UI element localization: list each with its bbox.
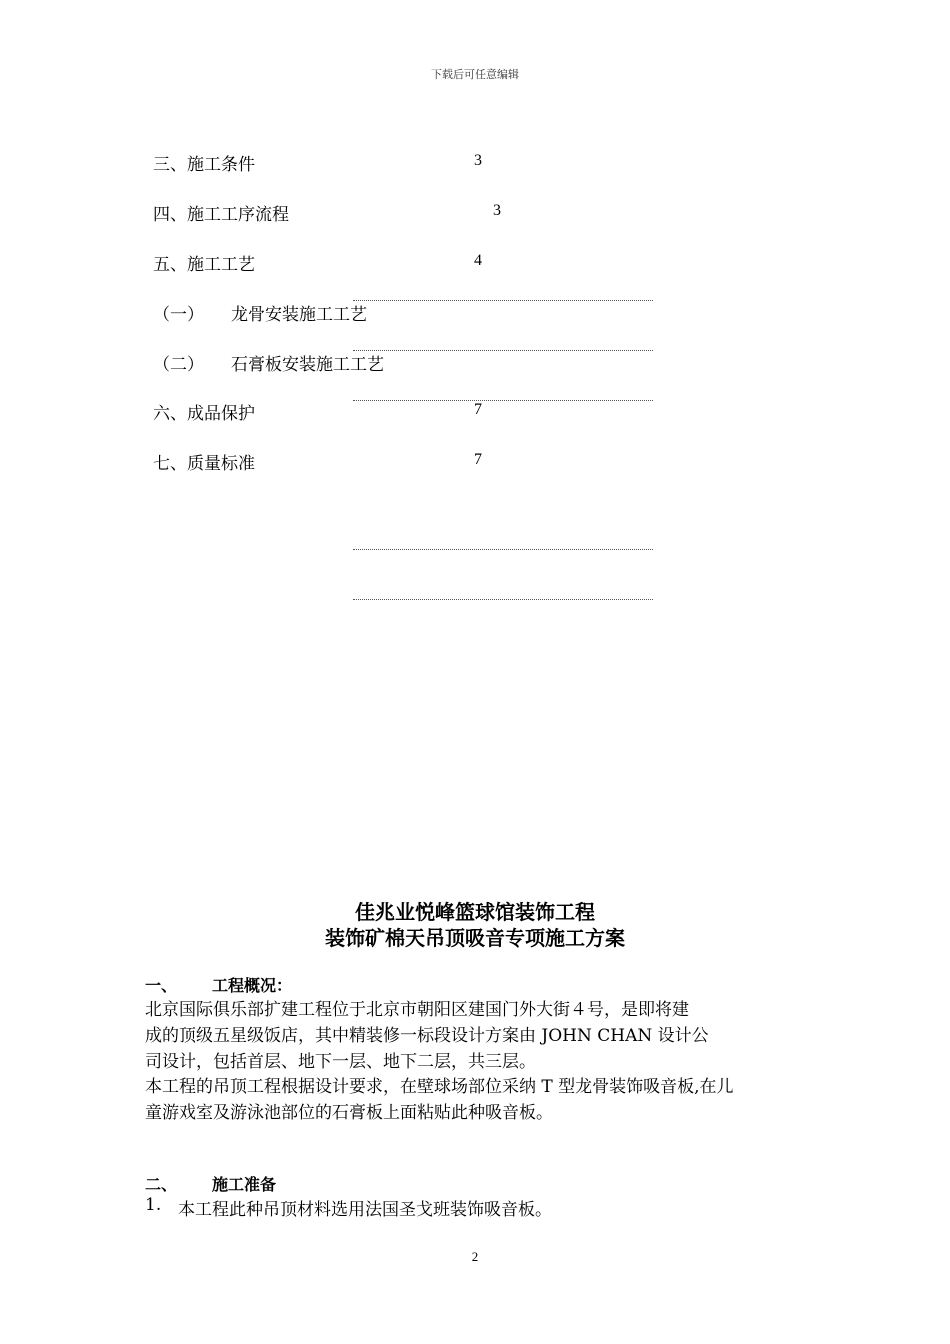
section-number: 二、 xyxy=(145,1175,178,1194)
page-number: 2 xyxy=(471,1249,479,1264)
section-heading: 施工准备 xyxy=(212,1175,277,1194)
document-title: 佳兆业悦峰篮球馆装饰工程 xyxy=(355,900,595,924)
toc-item-label: 龙骨安装施工工艺 xyxy=(231,305,367,325)
toc-leader-dots xyxy=(353,400,653,401)
toc-item-label: 五、施工工艺 xyxy=(153,255,255,275)
toc-item-page: 4 xyxy=(474,252,482,269)
toc-item-page: 7 xyxy=(474,401,482,418)
paragraph-line: 成的顶级五星级饭店，其中精装修一标段设计方案由 JOHN CHAN 设计公 xyxy=(145,1026,709,1046)
toc-leader-dots xyxy=(353,350,653,351)
paragraph-line: 司设计，包括首层、地下一层、地下二层，共三层。 xyxy=(145,1052,536,1072)
toc-item-label: 六、成品保护 xyxy=(153,404,255,424)
page-header: 下载后可任意编辑 xyxy=(431,68,519,81)
document-subtitle: 装饰矿棉天吊顶吸音专项施工方案 xyxy=(325,926,625,950)
toc-item-number: （二） xyxy=(153,355,204,375)
paragraph-line: 童游戏室及游泳池部位的石膏板上面粘贴此种吸音板。 xyxy=(145,1103,553,1123)
toc-item-number: （一） xyxy=(153,305,204,325)
section-number: 一、 xyxy=(145,976,178,995)
paragraph-line: 北京国际俱乐部扩建工程位于北京市朝阳区建国门外大街４号，是即将建 xyxy=(145,1000,689,1020)
toc-item-label: 三、施工条件 xyxy=(153,155,255,175)
toc-leader-dots xyxy=(353,549,653,550)
list-item-text: 本工程此种吊顶材料选用法国圣戈班装饰吸音板。 xyxy=(178,1200,552,1220)
toc-item-label: 四、施工工序流程 xyxy=(153,205,289,225)
section-heading: 工程概况： xyxy=(212,976,293,995)
toc-item-page: 3 xyxy=(493,202,501,219)
toc-leader-dots xyxy=(353,300,653,301)
toc-item-label: 石膏板安装施工工艺 xyxy=(231,355,384,375)
toc-leader-dots xyxy=(353,599,653,600)
paragraph-line: 本工程的吊顶工程根据设计要求，在壁球场部位采纳 T 型龙骨装饰吸音板,在儿 xyxy=(145,1077,734,1097)
toc-item-page: 7 xyxy=(474,451,482,468)
toc-item-label: 七、质量标准 xyxy=(153,454,255,474)
list-item-number: 1. xyxy=(145,1195,162,1215)
toc-item-page: 3 xyxy=(474,152,482,169)
